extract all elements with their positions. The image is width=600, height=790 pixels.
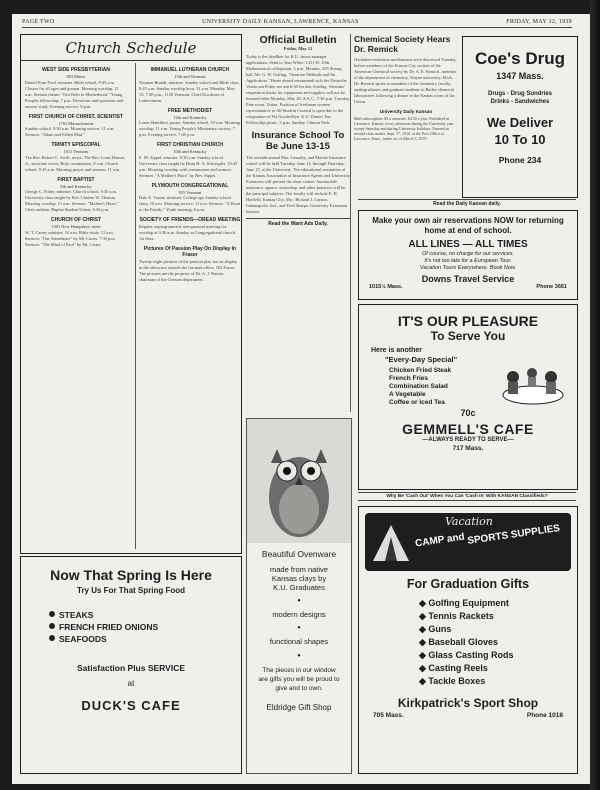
gemmell-special: "Every-Day Special" — [385, 355, 458, 364]
classifieds-promo: Why Be 'Cash Out' When You Can 'Cash In' With KANSAN Classifieds? — [358, 492, 576, 501]
downs-l1: Of course, no charge for our services. — [421, 251, 514, 257]
kansan-masthead: University Daily Kansan — [379, 109, 433, 114]
church-service-text: The Rev. Robert C. Swift, rector. The Rev. Louis Hauser, Jr., associate rector. Holy communion, 8 a.m. Church school, 9:45 a.m. Morning prayer and sermon, 11 a.m. — [25, 154, 126, 172]
coes-address: 1347 Mass. — [496, 71, 544, 81]
gemmell-price: 70c — [460, 408, 476, 418]
page-number: PAGE TWO — [22, 19, 55, 25]
sporting-goods-item — [419, 610, 577, 623]
kirkpatrick-name: Kirkpatrick's Sport Shop — [397, 696, 539, 710]
church-address: 1301 New Hampshire street — [51, 224, 101, 229]
eldridge-line2: Kansas clays by — [271, 574, 327, 583]
church-name: FIRST CHRISTIAN CHURCH — [156, 142, 224, 148]
insurance-headline: Insurance School To Be June 13-15 — [251, 129, 345, 152]
downs-lines: ALL LINES — ALL TIMES — [408, 239, 528, 250]
coes-name: Coe's Drug — [475, 49, 565, 68]
ducks-cafe-name: DUCK'S CAFE — [81, 698, 181, 713]
church-name: TRINITY EPISCOPAL — [51, 142, 101, 148]
eldridge-name: Eldridge Gift Shop — [266, 703, 332, 712]
downs-travel-ad — [358, 210, 578, 300]
coes-phone: Phone 234 — [498, 155, 542, 165]
downs-name: Downs Travel Service — [421, 274, 515, 284]
sporting-goods-item — [419, 662, 577, 675]
coes-deliver: We Deliver — [486, 115, 554, 130]
church-name: FIRST CHURCH OF CHRIST, SCIENTIST — [28, 113, 124, 120]
sporting-goods-item — [419, 623, 577, 636]
paper-name: UNIVERSITY DAILY KANSAN, LAWRENCE, KANSAS — [202, 19, 359, 25]
menu-item: Coffee or Iced Tea — [389, 399, 445, 406]
bulletin-title: Official Bulletin — [259, 34, 337, 46]
banner-top: Vacation — [445, 515, 493, 528]
page-header — [22, 19, 572, 28]
item-label: Guns — [428, 624, 452, 634]
menu-item: French Fries — [389, 375, 429, 382]
church-name: CHURCH OF CHRIST — [51, 217, 101, 223]
banner-left: CAMP and — [414, 531, 466, 550]
downs-l2: It's not too late for a European Tour. — [424, 258, 512, 264]
sporting-goods-item — [419, 597, 577, 610]
issue-date: FRIDAY, MAY 12, 1939 — [506, 19, 572, 25]
diamond-bullet-icon: ◆ — [419, 624, 429, 634]
tent-icon — [371, 521, 411, 565]
gemmell-subhead: To Serve You — [430, 329, 506, 343]
diamond-bullet-icon: ◆ — [419, 663, 429, 673]
gemmell-address: 717 Mass. — [452, 445, 484, 452]
sporting-goods-list — [419, 597, 577, 688]
bullet-icon: • — [297, 651, 301, 662]
read-kansan-note: Read the Daily Kansan daily. — [358, 199, 576, 207]
church-address: 925 Vermont — [178, 189, 202, 195]
menu-item: Combination Salad — [389, 383, 448, 390]
church-name: WEST SIDE PRESBYTERIAN — [41, 67, 111, 73]
spring-headline: Now That Spring Is Here — [50, 567, 212, 583]
diamond-bullet-icon: ◆ — [419, 650, 429, 660]
diamond-bullet-icon: ◆ — [419, 637, 429, 647]
downs-address: 1015½ Mass. — [369, 284, 403, 290]
church-col-2 — [135, 63, 241, 549]
sporting-goods-item — [419, 649, 577, 662]
bullet-icon: • — [297, 596, 301, 607]
gemmell-here: Here is another — [371, 347, 422, 354]
gemmell-tag: —ALWAYS READY TO SERVE— — [422, 437, 514, 443]
banner-right: SPORTS SUPPLIES — [466, 523, 561, 547]
coes-line2: Drinks - Sandwiches — [490, 99, 550, 105]
downs-l3: Vacation Tours Everywhere. Book Now. — [419, 265, 517, 271]
downs-phone: Phone 3661 — [536, 284, 567, 290]
kirkpatrick-sport-ad — [358, 506, 578, 774]
insurance-text: The seventh annual Fire, Casualty, and Marine Insurance school will be held Tuesday, June 13, through Thursday, June 15, at the University. The educational committee of the Kansas Association of Insurance Agents and University Extension will present the short course. Automobile insurance, agency ownership, and other practices will be the principal subjects. The faculty will include E. H. Hatfield, Kansas City, Mo.; Richard J. Layton, Indianapolis, Ind.; and Fred Sharpe, University Extension lecturer. — [246, 154, 351, 214]
church-address: 15th and Vermont — [174, 74, 206, 79]
coes-hours: 10 To 10 — [494, 132, 546, 147]
church-col-1 — [25, 63, 127, 549]
church-name: SOCIETY OF FRIENDS—OREAD MEETING — [139, 217, 241, 223]
menu-item: FRENCH FRIED ONIONS — [49, 621, 241, 633]
ducks-cafe-ad — [20, 556, 242, 774]
diamond-bullet-icon: ◆ — [419, 611, 429, 621]
item-label: Baseball Gloves — [428, 637, 498, 647]
masthead-text: Mail subscription: $3 a semester, $4.50 a year. Published in Lawrence, Kansas, every afternoon during the University year except Saturday and during University holidays. Entered as second class matter, Sept. 17, 1910, at the Post Office at Lawrence, Kans., under act of March 3, 1879. — [354, 116, 454, 141]
newspaper-page — [12, 14, 590, 784]
eldridge-title: Beautiful Ovenware — [261, 549, 337, 559]
eldridge-gift-shop-ad — [246, 418, 352, 774]
church-name: PLYMOUTH CONGREGATIONAL — [151, 182, 229, 189]
vacation-banner — [365, 513, 571, 571]
owl-pottery-illustration — [247, 419, 351, 543]
church-address: 10th and Kentucky — [173, 149, 207, 154]
eldridge-item: modern designs — [272, 610, 326, 619]
church-service-text: W. T. Carter, minister. 10 a.m. Bible study. 11 a.m. Sermon: "Our Attendance" by Mr. Carter. 7:30 p.m. Sermon: "The Mind of Paul" by Mr. Carter. — [25, 229, 116, 247]
gemmells-cafe-ad — [358, 304, 578, 490]
church-service-text: E. M. Sippel, minister. 9:30 a.m. Sunday school. University class taught by Dean H. A. Schwegler. 10:45 a.m. Morning worship with communion and sermon. Sermon: "A Mother's Place" by Rev. Sippel. — [139, 154, 238, 178]
diamond-bullet-icon: ◆ — [419, 676, 429, 686]
want-ads-note: Read the Want Ads Daily. — [246, 218, 350, 227]
coes-line1: Drugs - Drug Sundries — [487, 91, 552, 97]
church-address: 1011 Vermont — [63, 149, 89, 154]
diners-illustration — [499, 363, 567, 409]
church-service-text: Norman Brandt, minister. Sunday school and Bible class, 9:45 a.m. Sunday worship hour, 11 a.m. Monday, May 15, 7:30 p.m., 1126 Vermont, Chief Doctrines of Lutheranism. — [139, 79, 240, 103]
church-service-text: Dale E. Turner, minister. College age Sunday school class, 10 a.m. Morning service, 11 a.m. Sermon: "A Boon to the Family." Youth meeting, 6 p.m. — [139, 195, 241, 212]
eldridge-item: functional shapes — [269, 637, 329, 646]
bulletin-text: Today is the deadline for K.U. dance manager applications. Send to Tom White, 1311 W. 15th. Mathematical colloquium, 3 p.m. Monday, 305 Strong hall. Mr. G. W. Grifing, "Iteration Methods and An Application." Heute abend versammelt sich der Deutsche Verein am Potter see um 6:30 fur den Ausflug. Veterans' requisition books for equipment and supplies will not be honored after Monday, May 29. A.S.C., 7:30 p.m. Tuesday, Pine room, Union. Position of freshman women representative to All Student Council is open due to the resignation of Pat Goodwillyn. K.U. Dames Tea, Fellowship picnic, 5 p.m. Sunday, Clinton Park. — [246, 53, 350, 125]
menu-item: Chicken Fried Steak — [389, 367, 452, 374]
kirkpatrick-address: 705 Mass. — [373, 712, 404, 719]
menu-item: A Vegetable — [389, 391, 426, 398]
coes-drug-ad — [462, 36, 578, 198]
spring-tagline: Satisfaction Plus SERVICE — [76, 663, 185, 673]
church-address: 803 Maine — [66, 74, 86, 79]
church-name: Pictures Of Passion Play On Display In Fraser — [143, 246, 237, 258]
official-bulletin — [246, 34, 351, 412]
item-label: Tackle Boxes — [428, 676, 486, 686]
eldridge-line3: K.U. Graduates — [273, 583, 325, 592]
eldridge-closing: The pieces in our window are gifts you will be proud to give and to own. — [258, 667, 340, 692]
church-service-text: Sunday school, 9:30 a.m. Morning service, 11 a.m. Sermon: "Adam and Fallen Man." — [25, 126, 115, 137]
church-name: FREE METHODIST — [167, 107, 213, 114]
gemmell-name: GEMMELL'S CAFE — [402, 421, 534, 437]
church-schedule-title: Church Schedule — [65, 39, 197, 57]
church-service-text: Twenty-eight pictures of the passion play are on display in the showcase outside the German office, 102 Fraser. The pictures are the property of Dr. A. J. Barnes, chairman of the German department. — [139, 259, 238, 282]
church-service-text: Daniel Kent Ford, minister. Bible school, 9:45 a.m. Classes for all ages and groups. Morning worship, 11 a.m. Sermon theme: "Our Debt to Motherhood." Young Peoples fellowship, 7 p.m. Devotions and questions and answer study. Evening service, 8 p.m. — [25, 79, 124, 109]
gemmell-headline: IT'S OUR PLEASURE — [397, 313, 539, 329]
item-label: Tennis Rackets — [428, 611, 494, 621]
kirkpatrick-headline: For Graduation Gifts — [406, 577, 530, 591]
church-address: 1701 Massachusetts — [58, 120, 94, 126]
bulletin-date: Friday, May 12 — [283, 46, 313, 51]
church-service-text: Lester Hamilton, pastor. Sunday school, 10 a.m. Morning worship, 11 a.m. Young People's Missionary society, 7 p.m. Evening service, 7:45 p.m. — [139, 120, 240, 137]
item-label: Golfing Equipment — [428, 598, 509, 608]
kirkpatrick-phone: Phone 1018 — [526, 712, 563, 719]
church-name: FIRST BAPTIST — [57, 176, 95, 183]
sporting-goods-item — [419, 636, 577, 649]
chemical-headline: Chemical Society Hears Dr. Remick — [354, 34, 451, 54]
chemical-society-article — [354, 34, 458, 214]
church-service-text: George C. Potter, minister. Church school, 9:30 a.m. University class taught by Rev. Charles W. Thomas. Morning worship, 11 a.m. Sermon: "Mother's Heart." Choir anthem. Baptist Student Union, 6:30 p.m. — [25, 189, 119, 212]
spring-at: at — [127, 679, 135, 688]
menu-item: STEAKS — [49, 609, 241, 621]
film-edge — [590, 0, 600, 790]
spring-subhead: Try Us For That Spring Food — [77, 586, 185, 595]
church-address: 8th and Kentucky — [60, 183, 92, 189]
church-service-text: Regular unprogrammed, non-pastoral meeting for worship at 9:30 a.m. Sunday in Congregational church, 1st floor. — [139, 224, 237, 241]
diamond-bullet-icon: ◆ — [419, 598, 429, 608]
sporting-goods-item — [419, 675, 577, 688]
eldridge-line1: made from native — [270, 565, 328, 574]
downs-headline: Make your own air reservations NOW for returning home at end of school. — [372, 216, 564, 235]
bullet-icon: • — [297, 623, 301, 634]
church-address: 12th and Kentucky — [173, 114, 207, 120]
church-name: IMMANUEL LUTHERAN CHURCH — [150, 67, 230, 73]
item-label: Casting Reels — [428, 663, 488, 673]
chemical-text: Oxidation-reduction mechanisms were discussed Tuesday, before members of the Kansas City section of the American Chemical society by Dr. A. E. Remick, member of the department of chemistry, Wayne university, Mich. Dr. Remick spoke to members of the chemistry faculty, undergraduates and graduate students in Bailey chemical laboratories following a dinner in the Kansas room of the Union. — [354, 57, 457, 104]
church-schedule — [20, 34, 242, 554]
item-label: Glass Casting Rods — [428, 650, 514, 660]
menu-item: SEAFOODS — [49, 633, 241, 645]
